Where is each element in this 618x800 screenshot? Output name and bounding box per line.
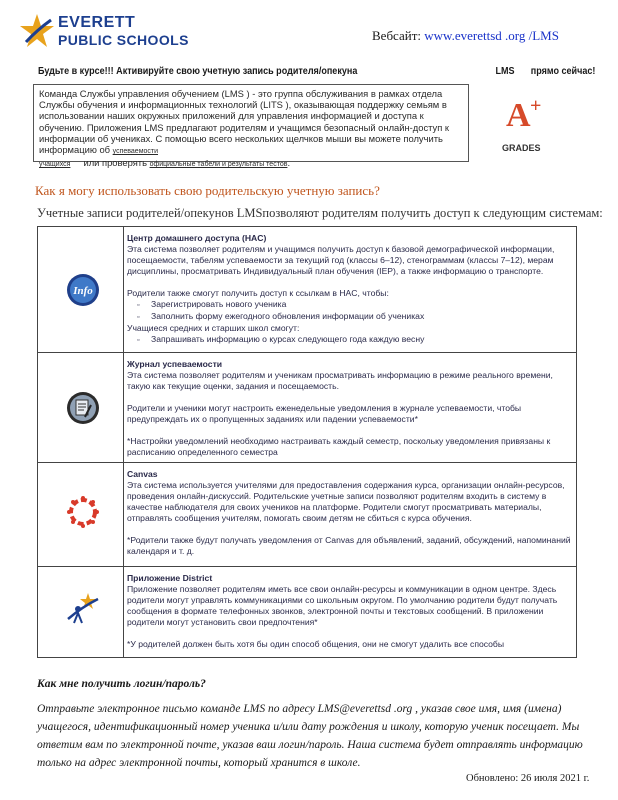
- icon-cell: [38, 227, 124, 352]
- intro-link-progress[interactable]: успеваемости: [112, 148, 159, 156]
- website-label: Вебсайт:: [372, 28, 422, 43]
- system-note: *Настройки уведомлений необходимо настраивать каждый семестр, поскольку уведомления привязаны к расписанию определенного семестра: [127, 436, 551, 457]
- system-body: Эта система используется учителями для предоставления содержания курса, организации онлайн-ресурсов, проведения онлайн-дискуссий. Родительские учетные записи позволяют родителям входить в систему в качестве наблюдателя для своих учеников на платформе. Родители смогут просматривать материалы, отправлять сообщения учителям, помогать своим детям не сбиться с курса обучения.: [127, 480, 565, 523]
- system-text: [127, 469, 572, 557]
- banner-left: Будьте в курсе!!! Активируйте свою учетную запись родителя/опекуна: [38, 65, 358, 77]
- system-title: Центр домашнего доступа (HAC): [127, 233, 267, 243]
- intro-box: [33, 84, 469, 169]
- website-link[interactable]: www.everettsd .org /LMS: [424, 28, 559, 43]
- system-body: Эта система позволяет родителям и учащимся получить доступ к базовой демографической информации, посещаемости, табелям успеваемости за текущий год (классы 6–12), стенограммам (классы 7–12), мерам дисциплины, просматривать Индивидуальный план обучения (IEP), а также информацию о транспорте.: [127, 244, 555, 276]
- canvas-icon: [66, 495, 100, 529]
- section-heading-login: Как мне получить логин/пароль?: [37, 678, 206, 690]
- system-title: Canvas: [127, 469, 158, 479]
- grades-badge: [494, 97, 554, 159]
- systems-table: [37, 226, 577, 658]
- website-line: [372, 28, 559, 44]
- intro-link-students[interactable]: учащихся: [39, 161, 71, 169]
- logo-line-2: PUBLIC SCHOOLS: [58, 32, 189, 48]
- system-body: Приложение позволяет родителям иметь все свои онлайн-ресурсы и коммуникации в одном центре. Здесь родители могут управлять коммуникациями со школьным округом. По умолчанию родители будут получать сообщения в формате телефонных звонков, электронной почты и текстовых сообщений. В приложении родители могут установить свои предпочтения*: [127, 584, 558, 627]
- grades-letter: A: [506, 97, 531, 134]
- section-heading-usage: Как я могу использовать свою родительскую учетную запись?: [35, 183, 380, 198]
- table-row: [38, 227, 576, 353]
- system-text: [127, 233, 572, 346]
- table-row: [38, 567, 576, 657]
- intro-text: Команда Службы управления обучением (LMS ) - это группа обслуживания в рамках отдела Службы обучения и информационных технологий (LITS ), оказывающая поддержку семьям в использовании наших окружных приложений для управления информацией и доступа к обучению. Приложения LMS предлагают родителям и учащимся безопасный онлайн-доступ к информации об учениках. С помощью всего нескольких щелчков мыши вы можете получить информацию об: [39, 88, 450, 156]
- system-text: [127, 359, 572, 458]
- system-title: Приложение District: [127, 573, 213, 583]
- students-intro: Учащиеся средних и старших школ смогут:: [127, 323, 300, 333]
- link-register[interactable]: ▫ Зарегистрировать нового ученика: [127, 299, 572, 311]
- table-row: [38, 463, 576, 567]
- grades-label: GRADES: [502, 143, 541, 153]
- grades-plus: +: [530, 95, 542, 117]
- table-row: [38, 353, 576, 463]
- gradebook-icon: [66, 391, 100, 425]
- system-body: Эта система позволяет родителям и ученикам просматривать информацию в режиме реального времени, такую как текущие оценки, задания и посещаемость.: [127, 370, 553, 391]
- system-note: *У родителей должен быть хотя бы один способ общения, они не смогут удалить все способы: [127, 639, 505, 649]
- login-instructions: Отправьте электронное письмо команде LMS по адресу LMS@everettsd .org , указав свое имя, имя (имена) учащегося, идентификационный номер ученика и/или дату рождения и школу, которую ученик посещает. Мы ответим вам по электронной почте, указав ваш логин/пароль. Наша система будет отправлять информацию только на адрес электронной почты, который хранится в школе.: [37, 703, 583, 769]
- system-note: *Родители также будут получать уведомления от Canvas для объявлений, заданий, обсуждений, напоминаний календаря и т. д.: [127, 535, 571, 556]
- icon-cell: [38, 463, 124, 566]
- intro-link-reports[interactable]: официальные табели и результаты тестов: [149, 161, 288, 169]
- icon-cell: [38, 353, 124, 462]
- star-logo-icon: [18, 12, 56, 50]
- info-icon: [66, 273, 100, 307]
- link-course-request[interactable]: ▫ Запрашивать информацию о курсах следующего года каждую весну: [127, 334, 572, 346]
- link-annual-update[interactable]: ▫ Заполнить форму ежегодного обновления информации об учениках: [127, 311, 572, 323]
- intro-mid: или проверять: [83, 157, 147, 169]
- icon-cell: [38, 567, 124, 657]
- intro-end: .: [287, 157, 291, 169]
- banner-mid: LMS: [495, 65, 515, 77]
- updated-date: Обновлено: 26 июля 2021 г.: [466, 773, 590, 784]
- system-title: Журнал успеваемости: [127, 359, 223, 369]
- system-text: [127, 573, 572, 650]
- district-logo: [18, 12, 198, 52]
- links-intro: Родители также смогут получить доступ к ссылкам в HAC, чтобы:: [127, 288, 389, 298]
- system-note: Родители и ученики могут настроить еженедельные уведомления в журнале успеваемости, чтобы предупреждать их о пропущенных заданиях или падении успеваемости*: [127, 403, 522, 424]
- section-subtitle: Учетные записи родителей/опекунов LMSпозволяют родителям получить доступ к следующим системам:: [37, 206, 603, 220]
- info-icon-label: Info: [73, 285, 93, 297]
- logo-line-1: EVERETT: [58, 14, 136, 31]
- banner-right: прямо сейчас!: [530, 65, 596, 77]
- district-app-icon: [64, 589, 102, 627]
